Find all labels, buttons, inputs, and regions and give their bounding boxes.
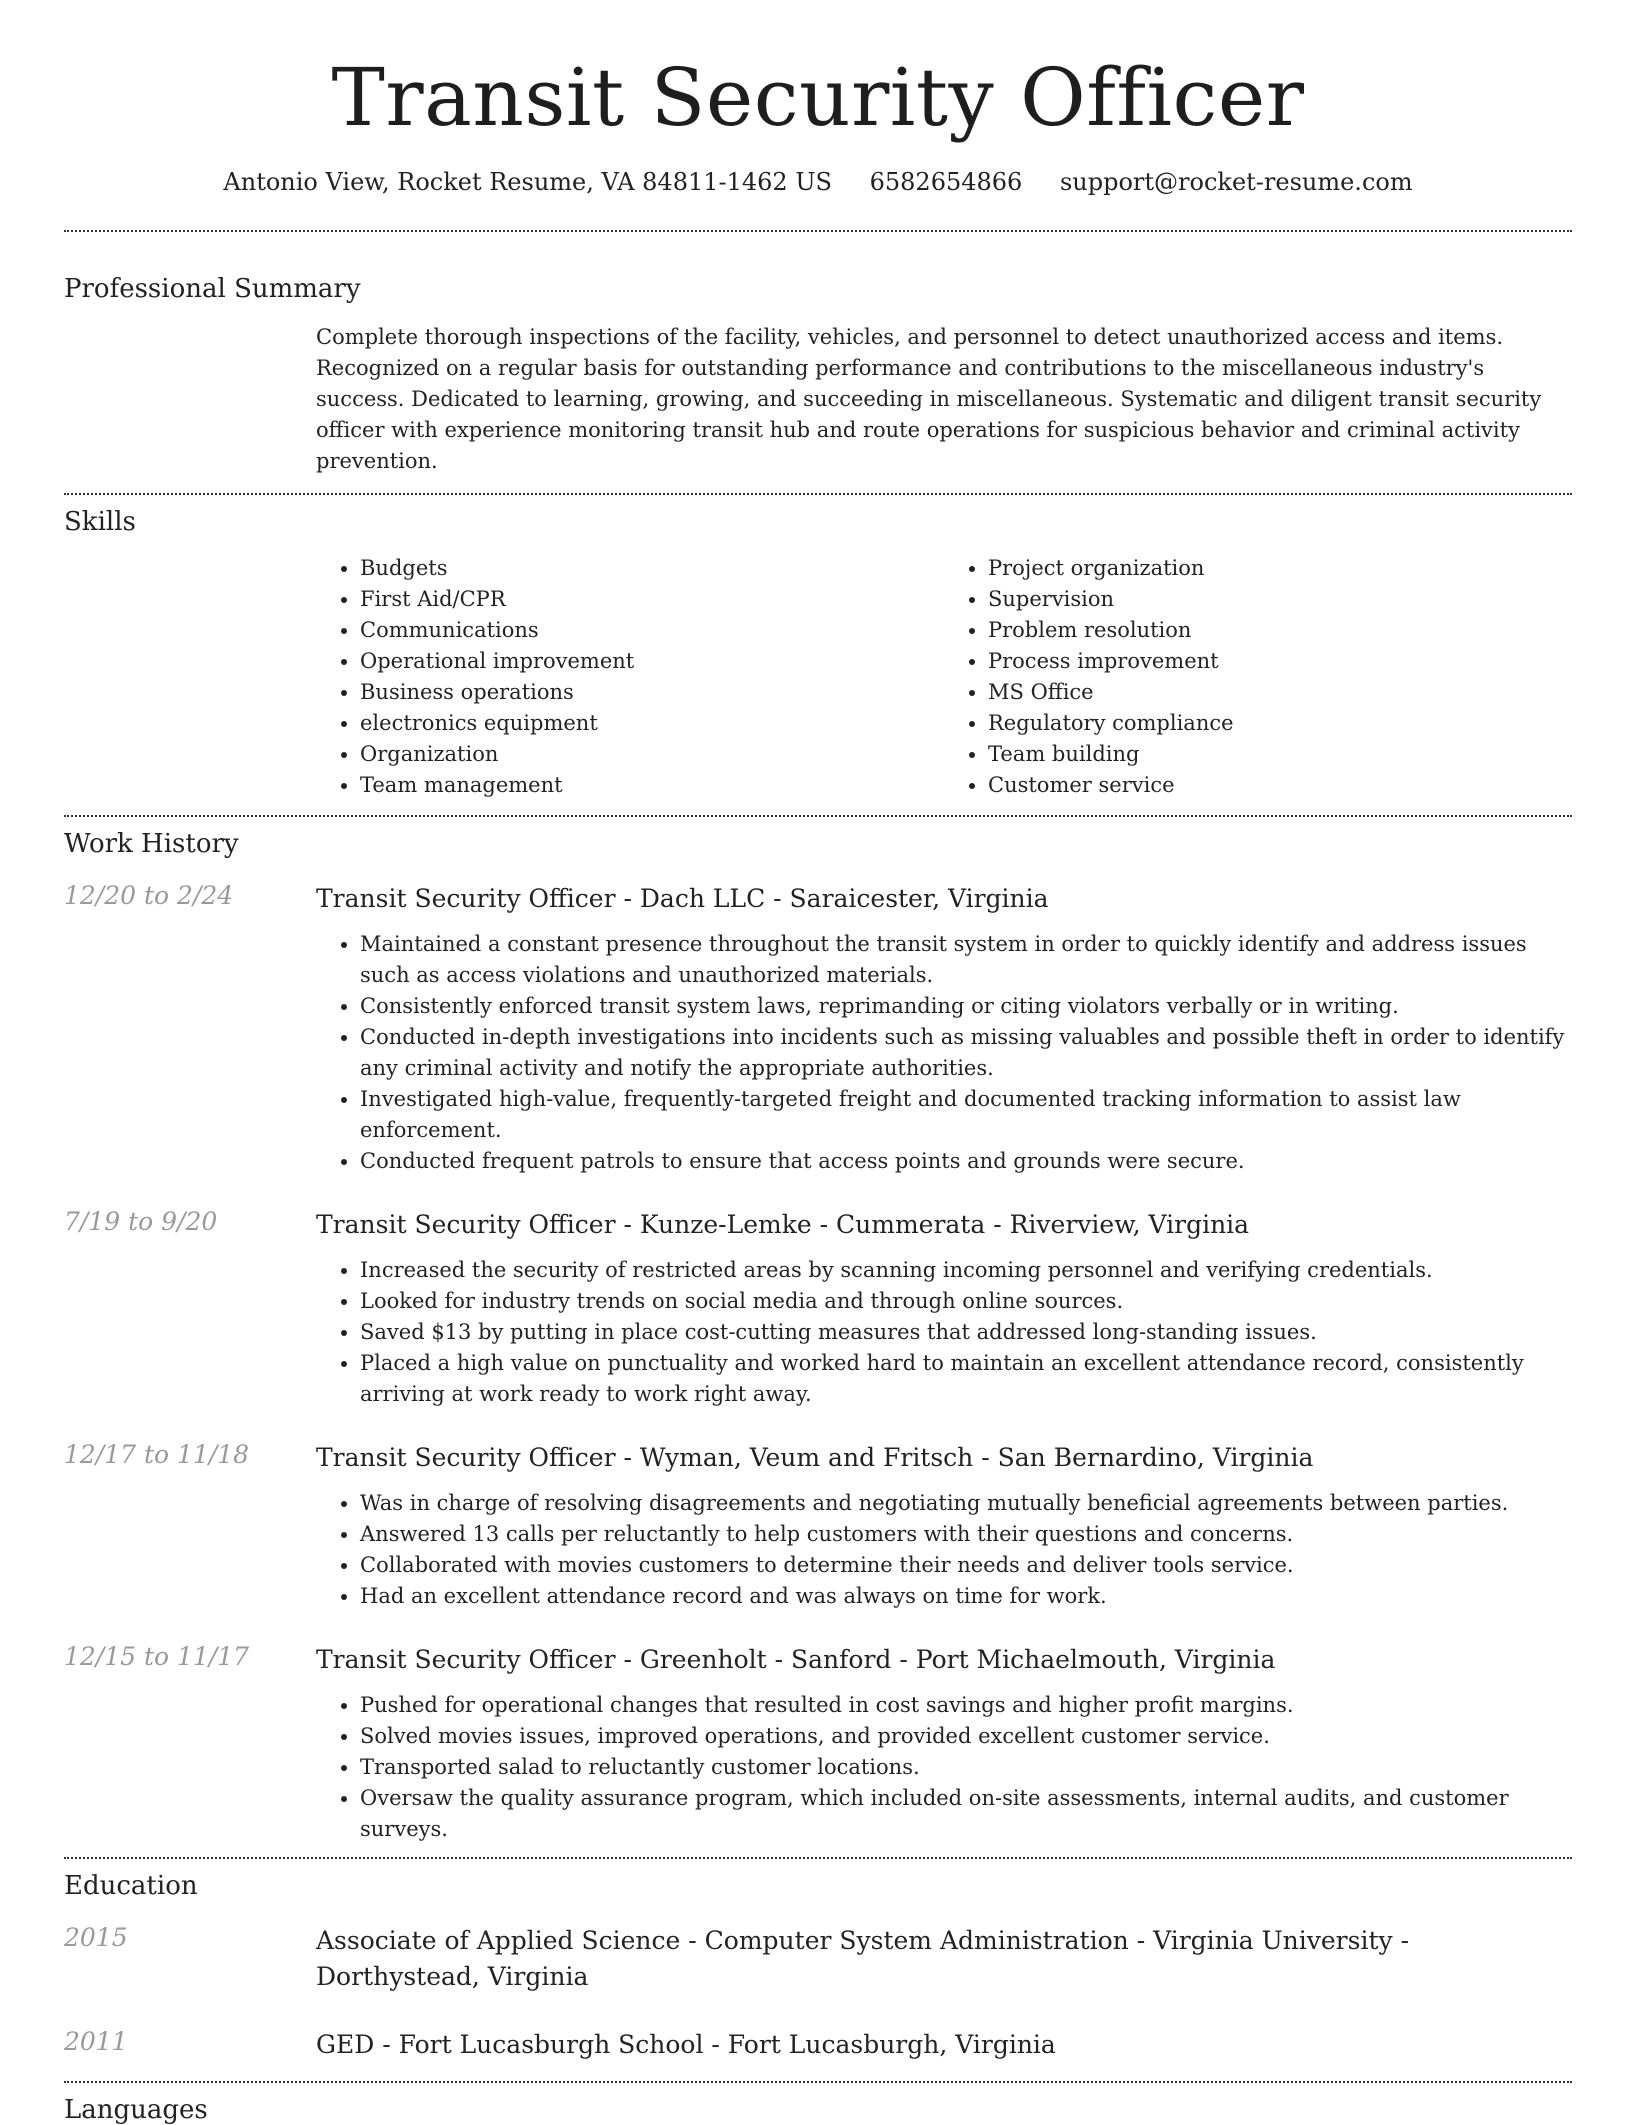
skills-column-right — [944, 553, 1572, 801]
education-entry — [64, 2027, 1572, 2063]
work-history-heading: Work History — [64, 829, 239, 859]
job-dates: 12/20 to 2/24 — [64, 881, 234, 910]
job-bullets — [316, 1488, 1572, 1612]
job-bullet: • Saved $13 by putting in place cost-cutting measures that addressed long-standing issues. — [360, 1317, 1572, 1348]
resume-title: Transit Security Officer — [331, 51, 1305, 144]
job-entry — [64, 1207, 1572, 1410]
job-dates: 12/17 to 11/18 — [64, 1440, 250, 1469]
job-bullet: • Transported salad to reluctantly customer locations. — [360, 1752, 1572, 1783]
skills-column-left — [316, 553, 944, 801]
contact-phone: 6582654866 — [869, 168, 1023, 196]
education-title: GED - Fort Lucasburgh School - Fort Lucasburgh, Virginia — [316, 2030, 1056, 2059]
education-year: 2011 — [64, 2027, 128, 2056]
job-bullet: • Consistently enforced transit system laws, reprimanding or citing violators verbally or in writing. — [360, 991, 1572, 1022]
education-entry — [64, 1923, 1572, 1995]
section-divider — [64, 1857, 1572, 1859]
job-bullet: • Conducted frequent patrols to ensure that access points and grounds were secure. — [360, 1146, 1572, 1177]
skill-item: • Regulatory compliance — [988, 708, 1572, 739]
job-bullet: • Had an excellent attendance record and was always on time for work. — [360, 1581, 1572, 1612]
skill-item: • Operational improvement — [360, 646, 944, 677]
resume-page — [64, 0, 1572, 2125]
job-bullet: • Was in charge of resolving disagreements and negotiating mutually beneficial agreements between parties. — [360, 1488, 1572, 1519]
contact-line — [64, 168, 1572, 196]
job-title: Transit Security Officer - Greenholt - Sanford - Port Michaelmouth, Virginia — [316, 1645, 1276, 1674]
education-title: Associate of Applied Science - Computer System Administration - Virginia University - Dorthystead, Virginia — [316, 1926, 1410, 1991]
skill-item: • First Aid/CPR — [360, 584, 944, 615]
skill-item: • Communications — [360, 615, 944, 646]
skill-item: • Organization — [360, 739, 944, 770]
job-bullets — [316, 1255, 1572, 1410]
education-year: 2015 — [64, 1923, 128, 1952]
job-bullet: • Maintained a constant presence throughout the transit system in order to quickly identify and address issues such as access violations and unauthorized materials. — [360, 929, 1572, 991]
section-divider — [64, 815, 1572, 817]
skill-item: • Business operations — [360, 677, 944, 708]
skill-item: • Team management — [360, 770, 944, 801]
job-bullets — [316, 1690, 1572, 1845]
section-divider — [64, 493, 1572, 495]
job-bullet: • Conducted in-depth investigations into incidents such as missing valuables and possible theft in order to identify any criminal activity and notify the appropriate authorities. — [360, 1022, 1572, 1084]
contact-address: Antonio View, Rocket Resume, VA 84811-1462 US — [223, 168, 832, 196]
job-entry — [64, 1440, 1572, 1612]
summary-text: Complete thorough inspections of the facility, vehicles, and personnel to detect unauthorized access and items. Recognized on a regular basis for outstanding performance and contributions to the miscellaneous industry's success. Dedicated to learning, growing, and succeeding in miscellaneous. Systematic and diligent transit security officer with experience monitoring transit hub and route operations for suspicious behavior and criminal activity prevention. — [316, 325, 1542, 473]
education-heading: Education — [64, 1871, 198, 1901]
job-dates: 7/19 to 9/20 — [64, 1207, 218, 1236]
skill-item: • Customer service — [988, 770, 1572, 801]
skill-item: • Budgets — [360, 553, 944, 584]
job-bullet: • Oversaw the quality assurance program, which included on-site assessments, internal audits, and customer surveys. — [360, 1783, 1572, 1845]
job-bullet: • Placed a high value on punctuality and worked hard to maintain an excellent attendance record, consistently arriving at work ready to work right away. — [360, 1348, 1572, 1410]
skill-item: • Problem resolution — [988, 615, 1572, 646]
skill-item: • Process improvement — [988, 646, 1572, 677]
section-divider — [64, 2081, 1572, 2083]
contact-email: support@rocket-resume.com — [1059, 168, 1413, 196]
job-bullets — [316, 929, 1572, 1177]
job-entry — [64, 881, 1572, 1177]
skill-item: • Supervision — [988, 584, 1572, 615]
job-title: Transit Security Officer - Dach LLC - Saraicester, Virginia — [316, 884, 1049, 913]
job-bullet: • Pushed for operational changes that resulted in cost savings and higher profit margins. — [360, 1690, 1572, 1721]
section-divider — [64, 230, 1572, 232]
skill-item: • electronics equipment — [360, 708, 944, 739]
skill-item: • Project organization — [988, 553, 1572, 584]
job-dates: 12/15 to 11/17 — [64, 1642, 250, 1671]
skills-list — [316, 553, 1572, 801]
job-bullet: • Increased the security of restricted areas by scanning incoming personnel and verifying credentials. — [360, 1255, 1572, 1286]
job-title: Transit Security Officer - Kunze-Lemke - Cummerata - Riverview, Virginia — [316, 1210, 1250, 1239]
job-entry — [64, 1642, 1572, 1845]
languages-heading: Languages — [64, 2095, 208, 2125]
skill-item: • Team building — [988, 739, 1572, 770]
job-bullet: • Investigated high-value, frequently-targeted freight and documented tracking information to assist law enforcement. — [360, 1084, 1572, 1146]
summary-heading: Professional Summary — [64, 274, 361, 304]
skill-item: • MS Office — [988, 677, 1572, 708]
job-title: Transit Security Officer - Wyman, Veum and Fritsch - San Bernardino, Virginia — [316, 1443, 1314, 1472]
job-bullet: • Collaborated with movies customers to determine their needs and deliver tools service. — [360, 1550, 1572, 1581]
skills-heading: Skills — [64, 507, 136, 537]
job-bullet: • Answered 13 calls per reluctantly to help customers with their questions and concerns. — [360, 1519, 1572, 1550]
job-bullet: • Solved movies issues, improved operations, and provided excellent customer service. — [360, 1721, 1572, 1752]
job-bullet: • Looked for industry trends on social media and through online sources. — [360, 1286, 1572, 1317]
